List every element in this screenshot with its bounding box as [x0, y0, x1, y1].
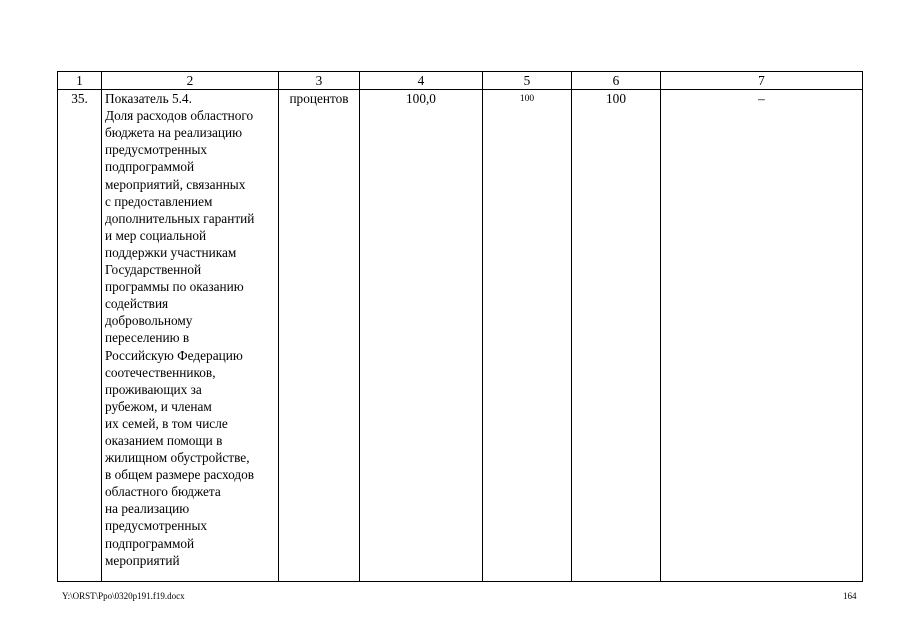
indicator-line: бюджета на реализацию: [105, 125, 243, 141]
indicator-line: областного бюджета: [105, 484, 221, 500]
column-header: 3: [279, 72, 360, 90]
footer-page-number: 164: [843, 591, 857, 601]
indicator-line: предусмотренных: [105, 518, 208, 534]
indicator-line: оказанием помощи в: [105, 432, 223, 448]
row-number: 35.: [58, 90, 102, 582]
indicator-line: поддержки участникам: [105, 244, 237, 260]
column-header: 2: [102, 72, 279, 90]
indicator-line: мероприятий, связанных: [105, 176, 246, 192]
indicator-line: Российскую Федерацию: [105, 347, 243, 363]
value-col7: –: [661, 90, 863, 582]
indicator-line: на реализацию: [105, 501, 190, 517]
indicator-line: содействия: [105, 296, 169, 312]
indicator-line: Показатель 5.4.: [105, 91, 192, 107]
column-header: 7: [661, 72, 863, 90]
value-col5: [483, 90, 572, 582]
table-header-row: [58, 72, 863, 90]
indicator-line: подпрограммой: [105, 535, 195, 551]
indicator-table: [57, 71, 863, 582]
indicator-line: в общем размере расходов: [105, 467, 255, 483]
unit-cell: процентов: [279, 90, 360, 582]
indicator-line: проживающих за: [105, 381, 202, 397]
indicator-line: добровольному: [105, 313, 193, 329]
value-col5-text: 100: [519, 94, 535, 105]
value-col6: 100: [572, 90, 661, 582]
indicator-description: [102, 90, 279, 582]
footer-file-path: Y:\ORST\Ppo\0320p191.f19.docx: [62, 591, 185, 601]
indicator-line: мероприятий: [105, 552, 180, 568]
column-header: 5: [483, 72, 572, 90]
column-header: 4: [360, 72, 483, 90]
indicator-line: и мер социальной: [105, 227, 207, 243]
indicator-line: соотечественников,: [105, 364, 216, 380]
indicator-line: рубежом, и членам: [105, 398, 212, 414]
indicator-line: Государственной: [105, 262, 202, 278]
column-header: 6: [572, 72, 661, 90]
indicator-line: программы по оказанию: [105, 279, 244, 295]
indicator-line: Доля расходов областного: [105, 108, 254, 124]
indicator-line: подпрограммой: [105, 159, 195, 175]
table-row: [58, 90, 863, 582]
value-col4: 100,0: [360, 90, 483, 582]
indicator-line: их семей, в том числе: [105, 415, 228, 431]
indicator-line: переселению в: [105, 330, 190, 346]
column-header: 1: [58, 72, 102, 90]
indicator-line: с предоставлением: [105, 193, 213, 209]
indicator-line: жилищном обустройстве,: [105, 450, 250, 466]
indicator-line: предусмотренных: [105, 142, 208, 158]
indicator-line: дополнительных гарантий: [105, 210, 255, 226]
